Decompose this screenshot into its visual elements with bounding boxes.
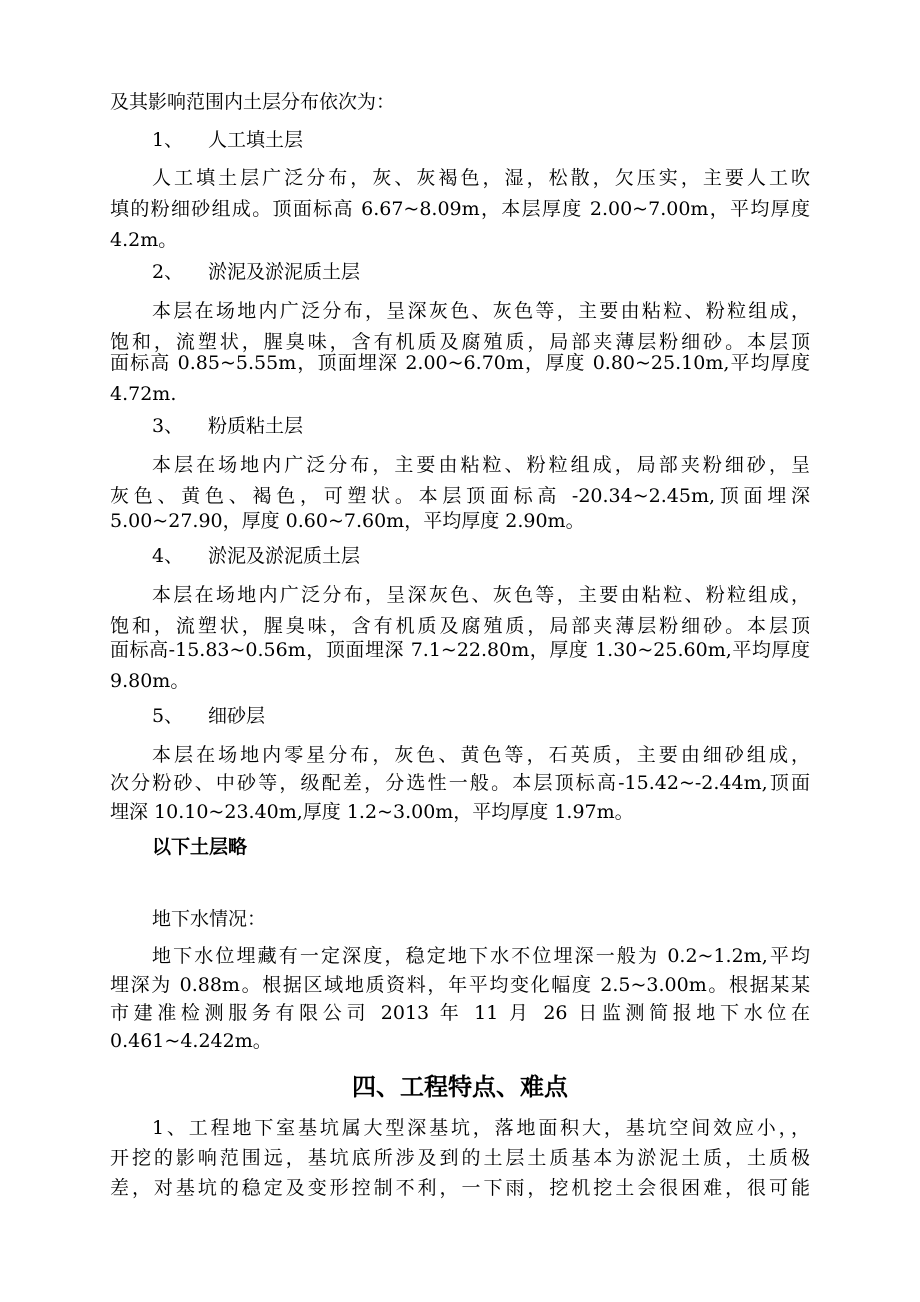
- layer-2-number: 2、: [152, 261, 184, 283]
- layer-5-number: 5、: [152, 705, 184, 727]
- section-4-title: 四、工程特点、难点: [352, 1073, 568, 1101]
- layer-4-title: 淤泥及淤泥质土层: [208, 545, 361, 567]
- layer-1-number: 1、: [152, 129, 184, 151]
- layer-2-line-4: 4.72m.: [110, 383, 177, 405]
- layer-2-line-3: 面标高 0.85~5.55m，顶面埋深 2.00~6.70m，厚度 0.80~25.10m,平均厚度: [110, 352, 810, 374]
- layer-4-line-1: 本层在场地内广泛分布，呈深灰色、灰色等，主要由粘粒、粉粒组成，: [152, 584, 810, 606]
- layer-3-line-3: 5.00~27.90，厚度 0.60~7.60m，平均厚度 2.90m。: [110, 510, 585, 532]
- layer-1-line-2: 填的粉细砂组成。顶面标高 6.67~8.09m，本层厚度 2.00~7.00m，平均厚度: [110, 198, 810, 220]
- omitted-layers-note: 以下土层略: [152, 836, 248, 858]
- intro-line: 及其影响范围内土层分布依次为：: [110, 91, 396, 113]
- groundwater-line-2: 埋深为 0.88m。根据区域地质资料，年平均变化幅度 2.5~3.00m。根据某某: [110, 974, 810, 996]
- layer-5-title: 细砂层: [208, 705, 266, 727]
- layer-4-number: 4、: [152, 545, 184, 567]
- layer-4-line-2: 饱和，流塑状，腥臭味，含有机质及腐殖质，局部夹薄层粉细砂。本层顶: [110, 615, 810, 637]
- layer-1-line-3: 4.2m。: [110, 229, 178, 251]
- layer-2-title: 淤泥及淤泥质土层: [208, 261, 361, 283]
- layer-1-title: 人工填土层: [208, 129, 304, 151]
- groundwater-line-3: 市建准检测服务有限公司 2013 年 11 月 26 日监测简报地下水位在: [110, 1002, 810, 1024]
- section-4-line-2: 开挖的影响范围远，基坑底所涉及到的土层土质基本为淤泥土质，土质极: [110, 1147, 810, 1169]
- layer-2-line-2: 饱和，流塑状，腥臭味，含有机质及腐殖质，局部夹薄层粉细砂。本层顶: [110, 331, 810, 353]
- layer-5-line-2: 次分粉砂、中砂等，级配差，分选性一般。本层顶标高-15.42~-2.44m,顶面: [110, 772, 810, 794]
- groundwater-title: 地下水情况：: [152, 908, 267, 930]
- section-4-line-3: 差，对基坑的稳定及变形控制不利，一下雨，挖机挖土会很困难，很可能: [110, 1177, 810, 1199]
- groundwater-line-1: 地下水位埋藏有一定深度，稳定地下水不位埋深一般为 0.2~1.2m,平均: [152, 945, 810, 967]
- groundwater-line-4: 0.461~4.242m。: [110, 1030, 272, 1052]
- layer-3-title: 粉质粘土层: [208, 415, 304, 437]
- layer-5-line-1: 本层在场地内零星分布，灰色、黄色等，石英质，主要由细砂组成，: [152, 744, 810, 766]
- layer-2-line-1: 本层在场地内广泛分布，呈深灰色、灰色等，主要由粘粒、粉粒组成，: [152, 300, 810, 322]
- section-4-line-1: 1、工程地下室基坑属大型深基坑，落地面积大，基坑空间效应小，，: [152, 1117, 810, 1139]
- layer-3-number: 3、: [152, 415, 184, 437]
- layer-1-line-1: 人工填土层广泛分布，灰、灰褐色，湿，松散，欠压实，主要人工吹: [152, 167, 810, 189]
- layer-5-line-3: 埋深 10.10~23.40m,厚度 1.2~3.00m，平均厚度 1.97m。: [110, 801, 634, 823]
- layer-3-line-2: 灰色、黄色、褐色，可塑状。本层顶面标高 -20.34~2.45m,顶面埋深: [110, 485, 810, 507]
- layer-3-line-1: 本层在场地内广泛分布，主要由粘粒、粉粒组成，局部夹粉细砂，呈: [152, 454, 810, 476]
- layer-4-line-4: 9.80m。: [110, 670, 190, 692]
- layer-4-line-3: 面标高-15.83~0.56m，顶面埋深 7.1~22.80m，厚度 1.30~25.60m,平均厚度: [110, 639, 810, 661]
